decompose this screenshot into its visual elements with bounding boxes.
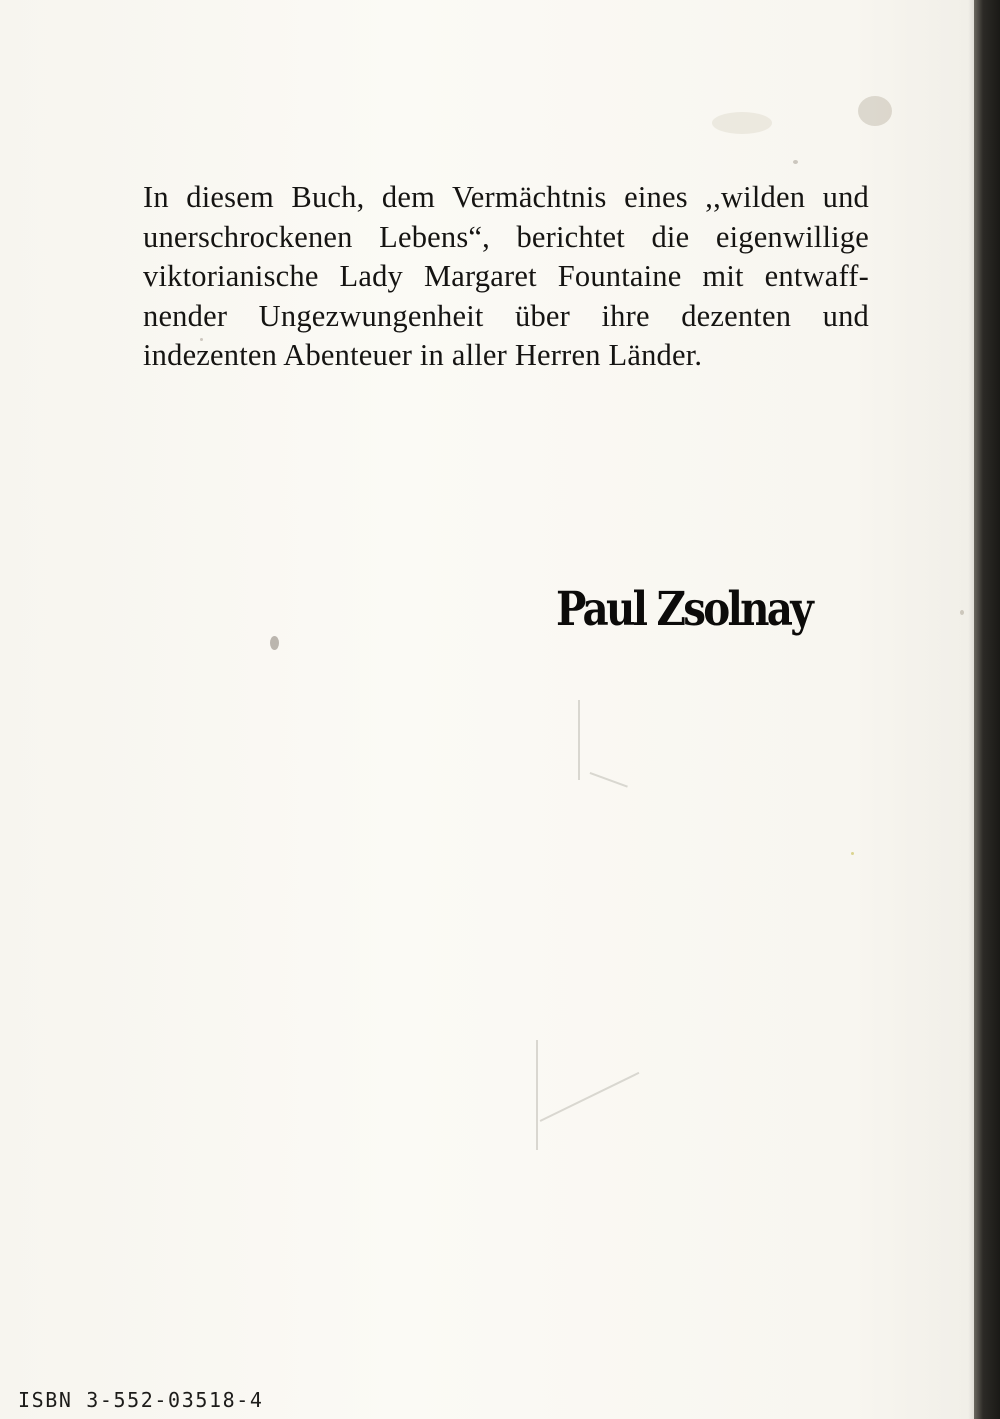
paper-crease xyxy=(536,1040,538,1150)
paper-speck xyxy=(851,852,854,855)
paper-stain xyxy=(858,96,892,126)
blurb-line: indezenten Abenteuer in aller Herren Länder. xyxy=(143,338,703,373)
paper-crease xyxy=(590,772,628,787)
paper-crease xyxy=(540,1072,640,1122)
paper-speck xyxy=(270,636,279,650)
paper-speck xyxy=(960,610,964,615)
cover-blurb xyxy=(143,178,869,376)
blurb-line: viktorianische Lady Margaret Fountaine mit entwaff- xyxy=(143,259,869,294)
blurb-line: unerschrockenen Lebens“, berichtet die eigenwillige xyxy=(143,219,869,254)
paper-crease xyxy=(578,700,580,780)
publisher-logo: Paul Zsolnay xyxy=(556,582,811,637)
blurb-line: nender Ungezwungenheit über ihre dezenten und xyxy=(143,298,869,333)
blurb-line: In diesem Buch, dem Vermächtnis eines ,,wilden und xyxy=(143,180,869,214)
paper-speck xyxy=(793,160,798,164)
isbn-number: ISBN 3-552-03518-4 xyxy=(18,1388,264,1412)
paper-stain xyxy=(712,112,772,134)
book-spine-edge xyxy=(974,0,1000,1419)
